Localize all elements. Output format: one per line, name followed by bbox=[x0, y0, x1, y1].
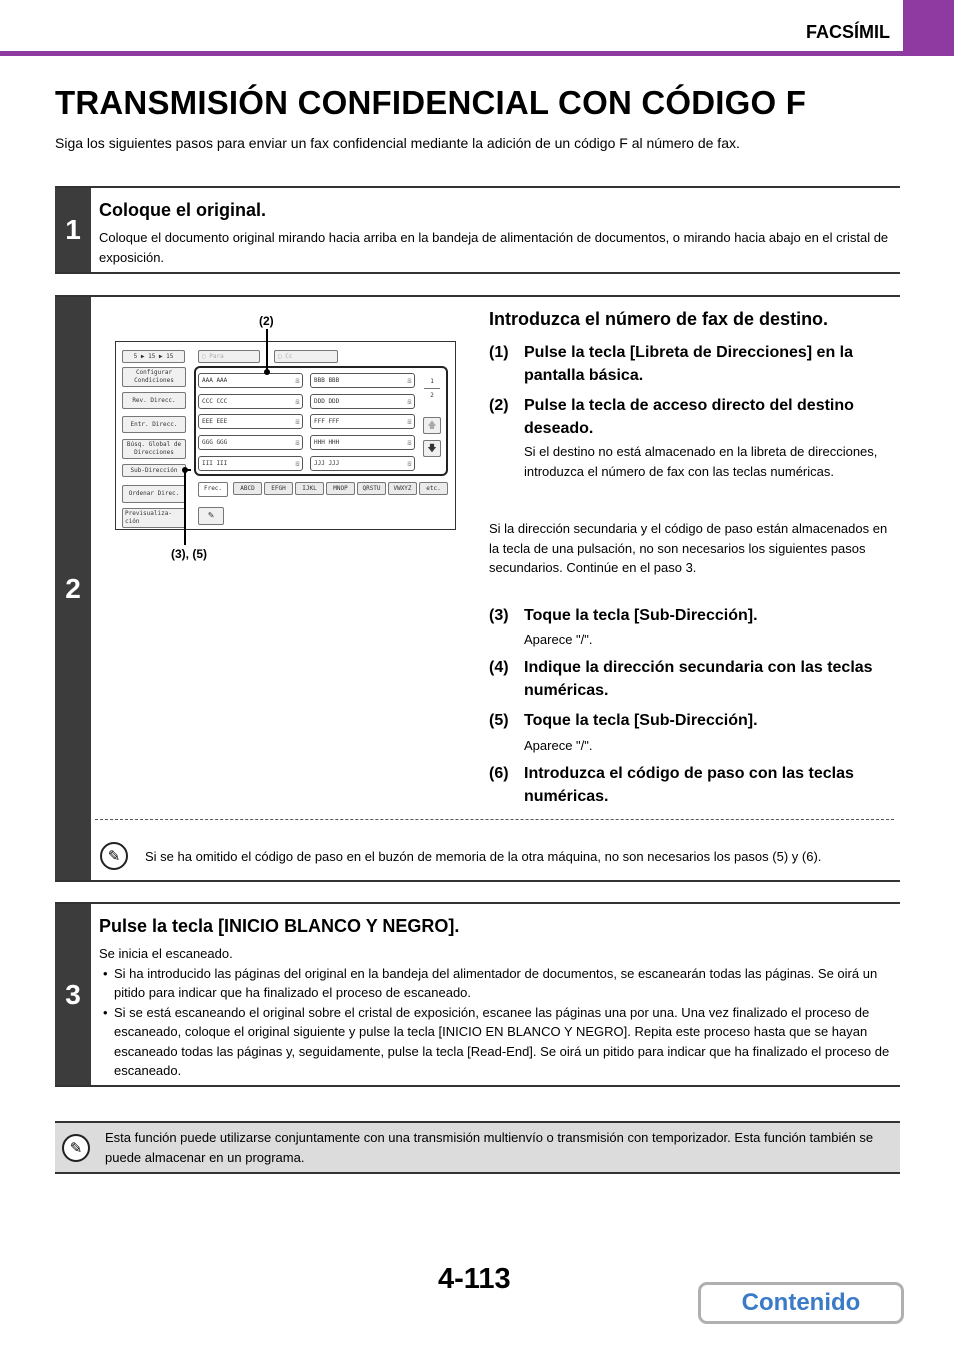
fax-icon: ☏ bbox=[407, 438, 412, 447]
substep-text: Introduzca el código de paso con las teclas numéricas. bbox=[524, 765, 854, 805]
step-line: Se inicia el escaneado. bbox=[99, 946, 233, 961]
fax-icon: ☏ bbox=[295, 397, 300, 406]
page-title: TRANSMISIÓN CONFIDENCIAL CON CÓDIGO F bbox=[55, 84, 807, 121]
to-field[interactable]: ▢ Para bbox=[198, 350, 260, 363]
memo-pencil-icon: ✎ bbox=[100, 842, 128, 870]
substep-number: (5) bbox=[489, 712, 509, 729]
tab-efgh[interactable]: EFGH bbox=[264, 482, 293, 495]
step-number: 3 bbox=[55, 904, 91, 1085]
tab-qrstu[interactable]: QRSTU bbox=[357, 482, 386, 495]
counter-right: 15 bbox=[166, 352, 174, 360]
callout-3-5: (3), (5) bbox=[171, 547, 207, 561]
key-label: III III bbox=[202, 460, 228, 467]
substep-2-note: Si el destino no está almacenado en la libreta de direcciones, introduzca el número de fax con las teclas numéricas. bbox=[524, 444, 878, 479]
substep-text: Pulse la tecla de acceso directo del destino deseado. bbox=[524, 397, 854, 437]
tab-etc[interactable]: etc. bbox=[419, 482, 448, 495]
fax-icon: ☏ bbox=[295, 376, 300, 385]
tab-vwxyz[interactable]: VWXYZ bbox=[388, 482, 417, 495]
sub-address-button[interactable]: Sub-Dirección bbox=[122, 464, 186, 477]
one-touch-key[interactable] bbox=[310, 435, 415, 450]
substep-2 bbox=[489, 394, 889, 440]
one-touch-key[interactable] bbox=[310, 394, 415, 409]
step-heading: Pulse la tecla [INICIO BLANCO Y NEGRO]. bbox=[99, 916, 460, 936]
list-item: • Si se está escaneando el original sobre el cristal de exposición, escanee las páginas una por una. Una vez finalizado el proceso de escaneado, coloque el original siguiente y pulse la tecla [INICIO EN BLANCO Y NEGRO]. Repita este proceso hasta que se hayan escaneado todas las páginas y, seguidamente, pulse la tecla [Read-End]. Se oirá un pitido para indicar que ha finalizado el proceso de escaneado. bbox=[99, 1003, 894, 1081]
tab-ijkl[interactable]: IJKL bbox=[295, 482, 324, 495]
contents-button[interactable]: Contenido bbox=[698, 1282, 904, 1324]
memo-text: Si se ha omitido el código de paso en el buzón de memoria de la otra máquina, no son necesarios los pasos (5) y (6). bbox=[145, 849, 822, 864]
substep-number: (2) bbox=[489, 397, 509, 414]
enter-address-button[interactable]: Entr. Direcc. bbox=[122, 416, 186, 433]
header-rule bbox=[0, 51, 954, 56]
step-1 bbox=[55, 186, 900, 274]
step-text bbox=[99, 944, 894, 1081]
substep-text: Pulse la tecla [Libreta de Direcciones] en la pantalla básica. bbox=[524, 344, 854, 384]
page-current: 1 bbox=[430, 378, 434, 385]
tab-frequent[interactable]: Frec. bbox=[198, 482, 228, 497]
note-box bbox=[55, 1121, 900, 1174]
key-label: DDD DDD bbox=[314, 398, 340, 405]
scroll-up-button[interactable]: 🡅 bbox=[423, 417, 441, 434]
header-corner-block bbox=[903, 0, 954, 54]
tab-abcd[interactable]: ABCD bbox=[233, 482, 262, 495]
step-heading: Coloque el original. bbox=[99, 200, 267, 220]
substep-number: (4) bbox=[489, 659, 509, 676]
page-number: 4-113 bbox=[438, 1263, 511, 1295]
memo-pencil-icon: ✎ bbox=[62, 1134, 90, 1162]
sort-address-button[interactable]: Ordenar Direc. bbox=[122, 485, 186, 503]
key-label: AAA AAA bbox=[202, 377, 228, 384]
section-label: FACSÍMIL bbox=[806, 22, 890, 42]
page-total: 2 bbox=[424, 388, 440, 402]
key-label: BBB BBB bbox=[314, 377, 340, 384]
counter-mid: 15 bbox=[148, 352, 156, 360]
substep-number: (6) bbox=[489, 765, 509, 782]
substep-5 bbox=[489, 709, 889, 732]
fax-icon: ☏ bbox=[295, 417, 300, 426]
substep-4 bbox=[489, 656, 889, 702]
step-number: 2 bbox=[55, 297, 91, 880]
substep-number: (3) bbox=[489, 607, 509, 624]
key-label: JJJ JJJ bbox=[314, 460, 340, 467]
step-text: Coloque el documento original mirando hacia arriba en la bandeja de alimentación de documentos, o mirando hacia abajo en el cristal de exposición. bbox=[99, 230, 889, 265]
fax-icon: ☏ bbox=[407, 376, 412, 385]
fax-icon: ☏ bbox=[407, 459, 412, 468]
substep-text: Toque la tecla [Sub-Dirección]. bbox=[524, 712, 758, 729]
review-address-button[interactable]: Rev. Direcc. bbox=[122, 392, 186, 409]
preview-button[interactable]: Previsualiza-ción bbox=[122, 508, 186, 528]
configure-conditions-button[interactable]: Configurar Condiciones bbox=[122, 367, 186, 387]
fax-icon: ☏ bbox=[407, 397, 412, 406]
substep-3-note: Aparece "/". bbox=[524, 632, 593, 647]
key-label: EEE EEE bbox=[202, 418, 228, 425]
key-label: GGG GGG bbox=[202, 439, 228, 446]
callout-lines bbox=[115, 317, 295, 557]
fax-icon: ☏ bbox=[407, 417, 412, 426]
fax-icon: ☏ bbox=[295, 438, 300, 447]
note-text: Esta función puede utilizarse conjuntamente con una transmisión multienvío o transmisión con temporizador. Esta función también se puede almacenar en un programa. bbox=[105, 1130, 874, 1165]
substep-6 bbox=[489, 762, 889, 808]
scroll-down-button[interactable]: 🡇 bbox=[423, 440, 441, 457]
substep-number: (1) bbox=[489, 344, 509, 361]
key-label: FFF FFF bbox=[314, 418, 340, 425]
cc-field[interactable]: ▢ Cc bbox=[274, 350, 338, 363]
info-paragraph: Si la dirección secundaria y el código de paso están almacenados en la tecla de una pulsación, no son necesarios los siguientes pasos secundarios. Continúe en el paso 3. bbox=[489, 521, 888, 575]
one-touch-key[interactable] bbox=[310, 414, 415, 429]
step-number: 1 bbox=[55, 188, 91, 272]
edit-icon[interactable]: ✎ bbox=[198, 507, 224, 525]
cc-label: Cc bbox=[285, 352, 293, 360]
substep-text: Indique la dirección secundaria con las teclas numéricas. bbox=[524, 659, 873, 699]
step-3 bbox=[55, 902, 900, 1087]
step-2 bbox=[55, 295, 900, 882]
intro-text: Siga los siguientes pasos para enviar un fax confidencial mediante la adición de un código F al número de fax. bbox=[55, 135, 740, 151]
one-touch-key[interactable] bbox=[310, 373, 415, 388]
to-label: Para bbox=[209, 352, 224, 360]
tab-mnop[interactable]: MNOP bbox=[326, 482, 355, 495]
key-label: HHH HHH bbox=[314, 439, 340, 446]
substep-5-note: Aparece "/". bbox=[524, 738, 593, 753]
one-touch-key[interactable] bbox=[310, 456, 415, 471]
page-indicator bbox=[424, 375, 440, 402]
global-search-button[interactable]: Búsq. Global de Direcciones bbox=[122, 439, 186, 459]
step-heading: Introduzca el número de fax de destino. bbox=[489, 309, 829, 329]
list-item: • Si ha introducido las páginas del original en la bandeja del alimentador de documentos, se escanearán todas las páginas. Se oirá un pitido para indicar que ha finalizado el proceso de escaneado. bbox=[99, 964, 894, 1003]
bullet-list bbox=[99, 964, 894, 1081]
page-counter: 5 ▶ 15 ▶ 15 bbox=[122, 350, 185, 363]
substep-3 bbox=[489, 604, 889, 627]
fax-icon: ☏ bbox=[295, 459, 300, 468]
key-label: CCC CCC bbox=[202, 398, 228, 405]
substep-1 bbox=[489, 341, 889, 387]
callout-2: (2) bbox=[259, 314, 274, 328]
dotted-divider bbox=[95, 819, 894, 820]
counter-left: 5 bbox=[133, 352, 138, 360]
substep-text: Toque la tecla [Sub-Dirección]. bbox=[524, 607, 758, 624]
